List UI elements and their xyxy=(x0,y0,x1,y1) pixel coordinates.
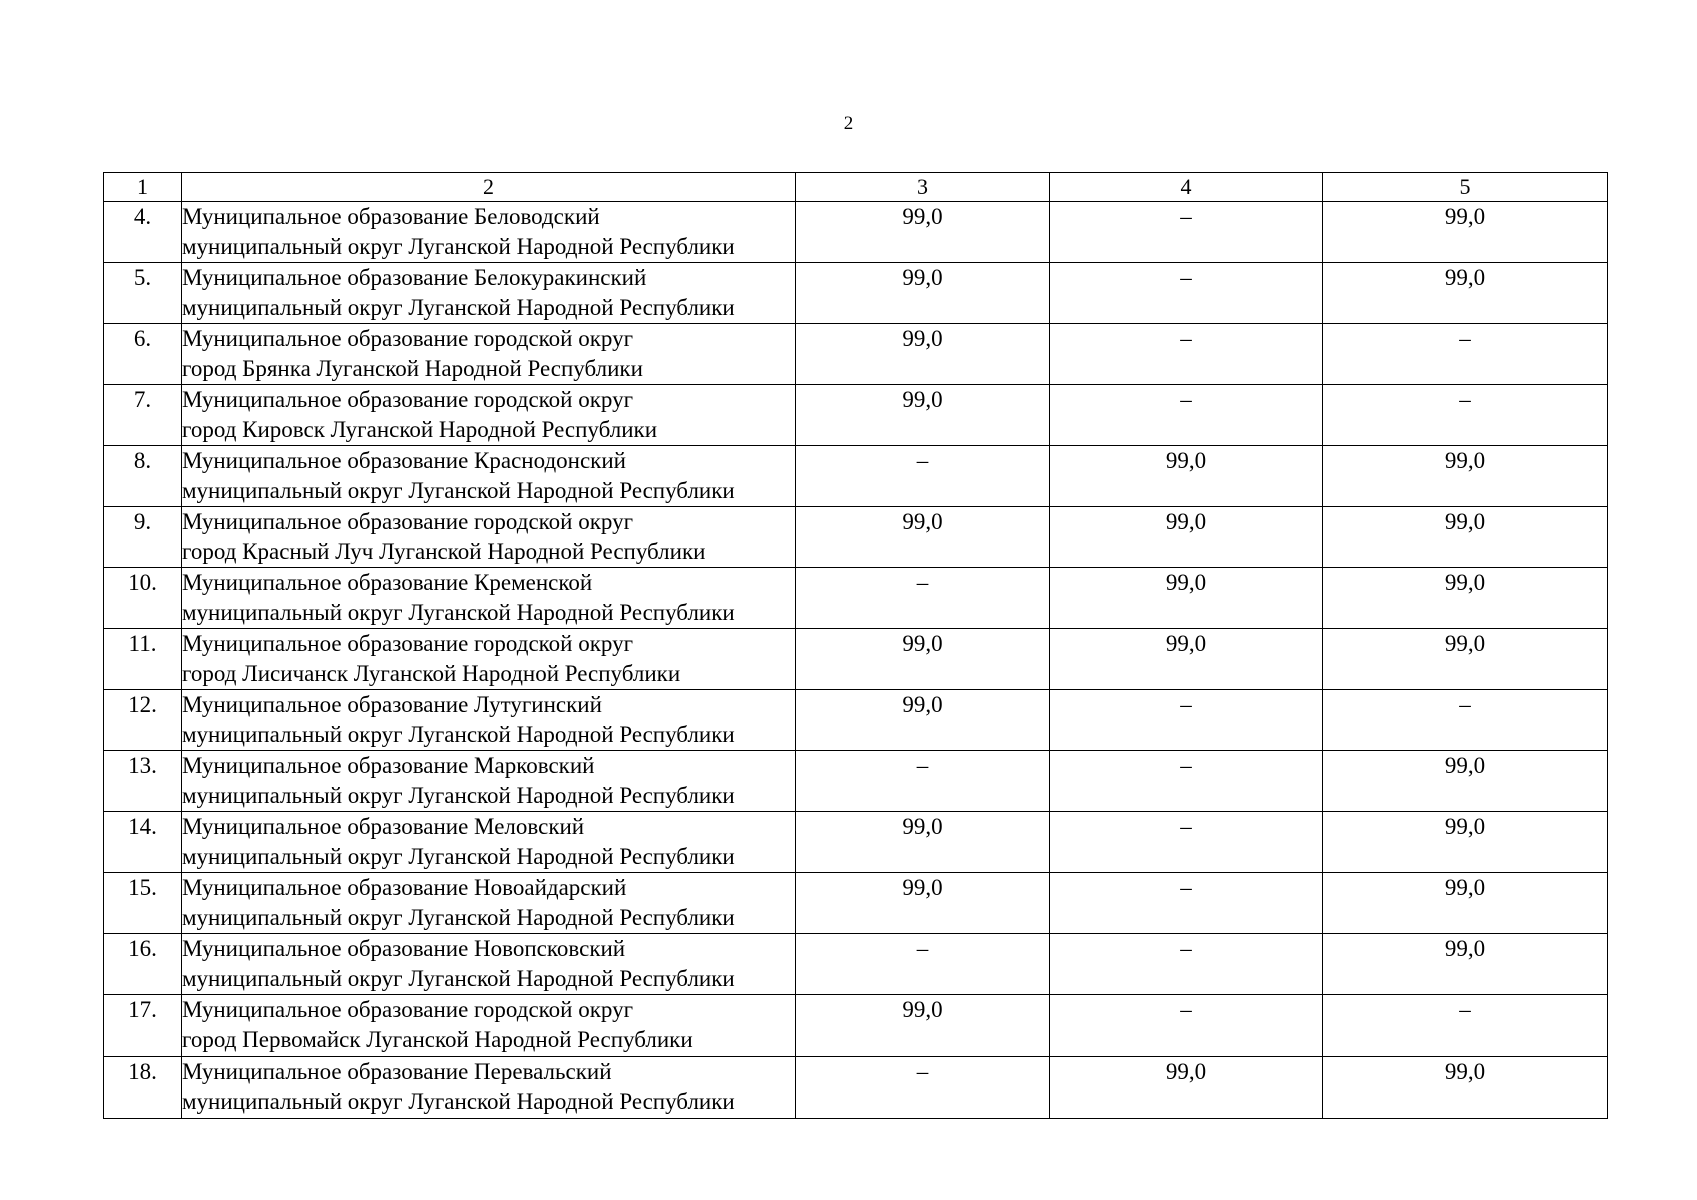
table-row xyxy=(104,873,1608,934)
value-cell-c5: 99,0 xyxy=(1323,1057,1608,1119)
municipality-name-line: Муниципальное образование городской округ xyxy=(182,326,634,351)
row-number: 14. xyxy=(104,812,182,873)
value-cell-c3: 99,0 xyxy=(796,629,1050,690)
table-row xyxy=(104,324,1608,385)
value-cell-c5: 99,0 xyxy=(1323,446,1608,507)
page-number: 2 xyxy=(843,113,854,134)
municipality-name xyxy=(182,629,796,690)
value-cell-c5: 99,0 xyxy=(1323,934,1608,995)
municipality-name-line: Муниципальное образование Лутугинский xyxy=(182,692,602,717)
value-cell-c5: – xyxy=(1323,690,1608,751)
row-number: 16. xyxy=(104,934,182,995)
column-header: 5 xyxy=(1323,173,1608,202)
municipality-name xyxy=(182,202,796,263)
value-cell-c3: 99,0 xyxy=(796,812,1050,873)
value-cell-c3: 99,0 xyxy=(796,690,1050,751)
municipality-name xyxy=(182,690,796,751)
value-cell-c3: – xyxy=(796,934,1050,995)
municipality-name-line: Муниципальное образование Новоайдарский xyxy=(182,875,627,900)
table-row xyxy=(104,690,1608,751)
municipality-name xyxy=(182,263,796,324)
row-number: 10. xyxy=(104,568,182,629)
value-cell-c4: 99,0 xyxy=(1050,568,1323,629)
value-cell-c4: 99,0 xyxy=(1050,507,1323,568)
value-cell-c3: 99,0 xyxy=(796,263,1050,324)
municipality-name xyxy=(182,324,796,385)
table-row xyxy=(104,934,1608,995)
row-number: 4. xyxy=(104,202,182,263)
value-cell-c3: – xyxy=(796,1057,1050,1119)
table-row xyxy=(104,202,1608,263)
municipality-name-line: Муниципальное образование городской округ xyxy=(182,631,634,656)
municipality-name xyxy=(182,568,796,629)
value-cell-c5: – xyxy=(1323,385,1608,446)
value-cell-c4: – xyxy=(1050,385,1323,446)
value-cell-c3: 99,0 xyxy=(796,995,1050,1057)
municipality-name-line: Муниципальное образование Новопсковский xyxy=(182,936,626,961)
row-number: 13. xyxy=(104,751,182,812)
value-cell-c3: 99,0 xyxy=(796,324,1050,385)
municipality-name-line: Муниципальное образование городской округ xyxy=(182,387,634,412)
municipality-name-line: муниципальный округ Луганской Народной Республики xyxy=(182,478,735,503)
value-cell-c4: – xyxy=(1050,263,1323,324)
value-cell-c4: – xyxy=(1050,812,1323,873)
value-cell-c3: – xyxy=(796,751,1050,812)
municipality-name xyxy=(182,751,796,812)
value-cell-c4: – xyxy=(1050,202,1323,263)
table-row xyxy=(104,446,1608,507)
municipality-name-line: муниципальный округ Луганской Народной Республики xyxy=(182,905,735,930)
column-header: 3 xyxy=(796,173,1050,202)
row-number: 6. xyxy=(104,324,182,385)
municipality-name xyxy=(182,995,796,1057)
value-cell-c4: – xyxy=(1050,934,1323,995)
column-header: 2 xyxy=(182,173,796,202)
municipality-name-line: Муниципальное образование городской округ xyxy=(182,509,634,534)
value-cell-c4: – xyxy=(1050,995,1323,1057)
municipality-name xyxy=(182,507,796,568)
value-cell-c4: 99,0 xyxy=(1050,1057,1323,1119)
table-row xyxy=(104,751,1608,812)
row-number: 8. xyxy=(104,446,182,507)
value-cell-c5: 99,0 xyxy=(1323,812,1608,873)
value-cell-c3: 99,0 xyxy=(796,202,1050,263)
municipality-name-line: город Брянка Луганской Народной Республики xyxy=(182,356,643,381)
table-row xyxy=(104,995,1608,1057)
municipality-name-line: муниципальный округ Луганской Народной Республики xyxy=(182,1089,735,1114)
municipality-name-line: Муниципальное образование Беловодский xyxy=(182,204,600,229)
table-row xyxy=(104,385,1608,446)
row-number: 17. xyxy=(104,995,182,1057)
municipality-name-line: муниципальный округ Луганской Народной Республики xyxy=(182,600,735,625)
value-cell-c3: – xyxy=(796,568,1050,629)
value-cell-c5: 99,0 xyxy=(1323,568,1608,629)
municipality-name-line: муниципальный округ Луганской Народной Республики xyxy=(182,844,735,869)
value-cell-c5: 99,0 xyxy=(1323,263,1608,324)
value-cell-c4: – xyxy=(1050,324,1323,385)
column-header: 1 xyxy=(104,173,182,202)
data-table xyxy=(103,172,1608,1119)
municipality-name-line: муниципальный округ Луганской Народной Республики xyxy=(182,966,735,991)
table-header-row xyxy=(104,173,1608,202)
table-row xyxy=(104,507,1608,568)
value-cell-c3: 99,0 xyxy=(796,507,1050,568)
value-cell-c3: 99,0 xyxy=(796,873,1050,934)
municipality-name-line: город Первомайск Луганской Народной Республики xyxy=(182,1027,693,1052)
value-cell-c5: 99,0 xyxy=(1323,507,1608,568)
municipality-name xyxy=(182,446,796,507)
municipality-name-line: город Красный Луч Луганской Народной Республики xyxy=(182,539,706,564)
municipality-name xyxy=(182,1057,796,1119)
value-cell-c5: 99,0 xyxy=(1323,629,1608,690)
row-number: 12. xyxy=(104,690,182,751)
municipality-name-line: Муниципальное образование городской округ xyxy=(182,997,634,1022)
value-cell-c4: 99,0 xyxy=(1050,446,1323,507)
table-row xyxy=(104,812,1608,873)
row-number: 7. xyxy=(104,385,182,446)
municipality-name-line: Муниципальное образование Кременской xyxy=(182,570,593,595)
table-row xyxy=(104,629,1608,690)
municipality-name-line: муниципальный округ Луганской Народной Республики xyxy=(182,783,735,808)
value-cell-c5: 99,0 xyxy=(1323,751,1608,812)
value-cell-c5: – xyxy=(1323,324,1608,385)
municipality-name xyxy=(182,873,796,934)
municipality-name xyxy=(182,812,796,873)
municipality-name xyxy=(182,385,796,446)
value-cell-c4: 99,0 xyxy=(1050,629,1323,690)
municipality-name-line: Муниципальное образование Краснодонский xyxy=(182,448,626,473)
municipality-name-line: Муниципальное образование Марковский xyxy=(182,753,595,778)
value-cell-c5: 99,0 xyxy=(1323,202,1608,263)
value-cell-c5: – xyxy=(1323,995,1608,1057)
row-number: 5. xyxy=(104,263,182,324)
value-cell-c4: – xyxy=(1050,690,1323,751)
municipality-name-line: Муниципальное образование Перевальский xyxy=(182,1059,612,1084)
row-number: 11. xyxy=(104,629,182,690)
table-body xyxy=(104,202,1608,1119)
table-row xyxy=(104,263,1608,324)
row-number: 18. xyxy=(104,1057,182,1119)
municipality-name-line: муниципальный округ Луганской Народной Республики xyxy=(182,295,735,320)
municipality-name-line: муниципальный округ Луганской Народной Республики xyxy=(182,722,735,747)
municipality-name-line: город Лисичанск Луганской Народной Республики xyxy=(182,661,681,686)
municipality-name-line: Муниципальное образование Меловский xyxy=(182,814,585,839)
row-number: 15. xyxy=(104,873,182,934)
municipality-name-line: Муниципальное образование Белокуракинский xyxy=(182,265,647,290)
municipality-name-line: город Кировск Луганской Народной Республики xyxy=(182,417,658,442)
table-row xyxy=(104,1057,1608,1119)
municipality-name-line: муниципальный округ Луганской Народной Республики xyxy=(182,234,735,259)
table-row xyxy=(104,568,1608,629)
row-number: 9. xyxy=(104,507,182,568)
value-cell-c5: 99,0 xyxy=(1323,873,1608,934)
municipality-name xyxy=(182,934,796,995)
value-cell-c4: – xyxy=(1050,751,1323,812)
column-header: 4 xyxy=(1050,173,1323,202)
value-cell-c3: 99,0 xyxy=(796,385,1050,446)
value-cell-c4: – xyxy=(1050,873,1323,934)
value-cell-c3: – xyxy=(796,446,1050,507)
